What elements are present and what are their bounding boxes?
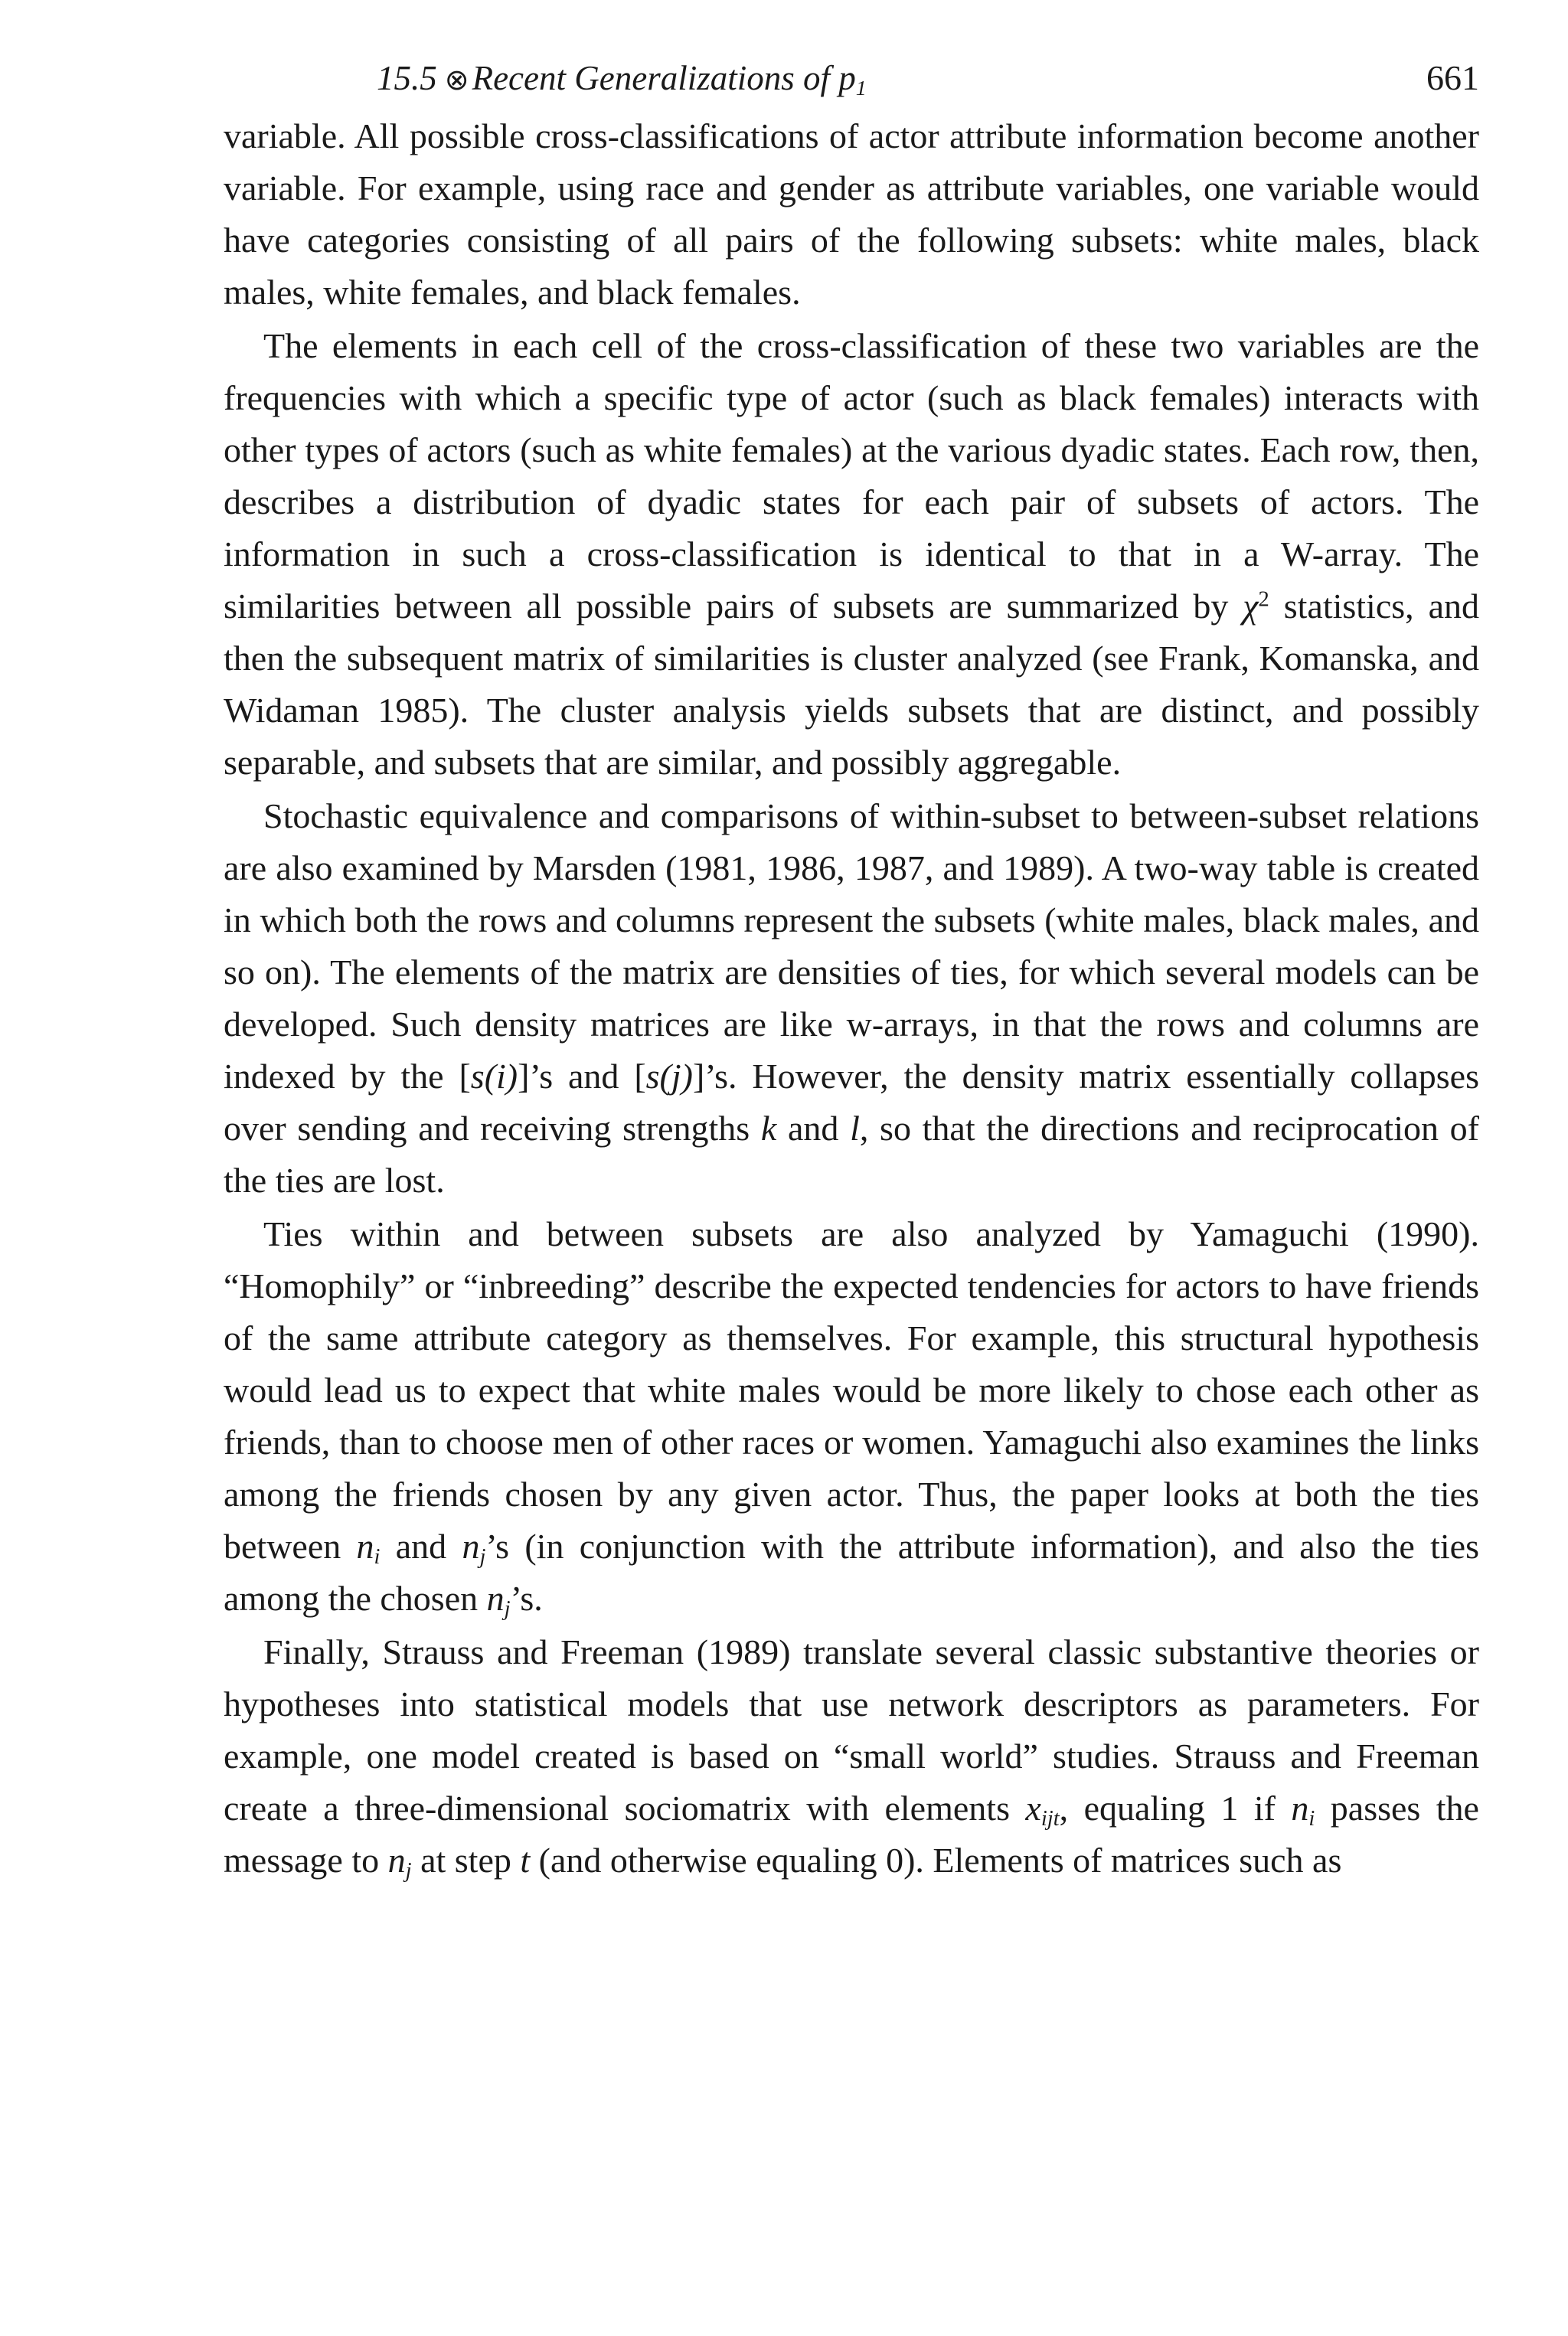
chi-exponent: 2 <box>1258 587 1269 612</box>
paragraph-5-text-a: Finally, Strauss and Freeman (1989) translate several classic substantive theories or hypotheses into statistical models that use network descriptors as parameters. For example, one model created is based on “small world” studies. Strauss and Freeman create a three-dimensional sociomatrix with elements <box>224 1632 1479 1828</box>
paragraph-3 <box>224 790 1479 1207</box>
n-j-subscript: j <box>479 1545 486 1570</box>
n-j-subscript-p5: j <box>405 1859 412 1884</box>
paragraph-5-text-b: , equaling 1 if <box>1059 1789 1292 1828</box>
paragraph-4-text-c: ’s (in conjunction with the attribute information), and also the ties among the chosen <box>224 1527 1479 1618</box>
running-head <box>224 46 1479 110</box>
paragraph-5 <box>224 1626 1479 1887</box>
paragraph-4-text-b: and <box>380 1527 462 1566</box>
paragraph-3-text-c: ]’s. However, the density matrix essentially collapses over sending and receiving strengths <box>224 1057 1479 1148</box>
n-i-symbol-p5: n <box>1291 1789 1309 1828</box>
otimes-symbol: ⊗ <box>444 63 469 96</box>
book-page <box>224 46 1479 1887</box>
p-subscript: 1 <box>855 76 867 100</box>
paragraph-2-text-a: The elements in each cell of the cross-classification of these two variables are the frequencies with which a specific type of actor (such as black females) interacts with other types of actors (such as white females) at the various dyadic states. Each row, then, describes a distribution of dyadic states for each pair of subsets of actors. The information in such a cross-classification is identical to that in a W-array. The similarities between all possible pairs of subsets are summarized by <box>224 326 1479 626</box>
running-title <box>377 46 867 112</box>
x-symbol: x <box>1025 1789 1041 1828</box>
paragraph-5-text-d: at step <box>411 1841 521 1880</box>
n-i-subscript-p5: i <box>1308 1807 1315 1831</box>
paragraph-3-text-a: Stochastic equivalence and comparisons of within-subset to between-subset relations are also examined by Marsden (1981, 1986, 1987, and 1989). A two-way table is created in which both the rows and columns represent the subsets (white males, black males, and so on). The elements of the matrix are densities of ties, for which several models can be developed. Such density matrices are like w-arrays, in that the rows and columns are indexed by the [ <box>224 796 1479 1096</box>
paragraph-2 <box>224 320 1479 789</box>
paragraph-1-text: variable. All possible cross-classifications of actor attribute information become another variable. For example, using race and gender as attribute variables, one variable would have categories consisting of all pairs of the following subsets: white males, black males, white females, and black females. <box>224 116 1479 312</box>
paragraph-3-text-d: and <box>776 1109 851 1148</box>
n-j-symbol: n <box>462 1527 480 1566</box>
paragraph-5-text-c: passes the message to <box>224 1789 1479 1880</box>
page-number: 661 <box>1426 58 1479 97</box>
n-j-subscript-2: j <box>504 1597 511 1622</box>
paragraph-1 <box>224 110 1479 319</box>
chi-symbol: χ <box>1243 586 1259 626</box>
p-symbol: p <box>838 59 856 97</box>
n-i-subscript: i <box>374 1545 381 1570</box>
n-j-symbol-2: n <box>486 1579 505 1618</box>
paragraph-4-text-a: Ties within and between subsets are also analyzed by Yamaguchi (1990). “Homophily” or “inbreeding” describe the expected tendencies for actors to have friends of the same attribute category as themselves. For example, this structural hypothesis would lead us to expect that white males would be more likely to chose each other as friends, than to choose men of other races or women. Yamaguchi also examines the links among the friends chosen by any given actor. Thus, the paper looks at both the ties between <box>224 1214 1479 1566</box>
paragraph-2-text-b: statistics, and then the subsequent matrix of similarities is cluster analyzed (see Frank, Komanska, and Widaman 1985). The cluster analysis yields subsets that are distinct, and possibly separable, and subsets that are similar, and possibly aggregable. <box>224 586 1480 782</box>
paragraph-4-text-d: ’s. <box>510 1579 543 1618</box>
paragraph-5-text-e: (and otherwise equaling 0). Elements of matrices such as <box>530 1841 1342 1880</box>
section-number: 15.5 <box>377 59 437 97</box>
k-symbol: k <box>760 1109 777 1148</box>
s-i-expression: s(i) <box>470 1057 518 1096</box>
t-symbol: t <box>520 1841 531 1880</box>
body-text <box>224 110 1479 1887</box>
paragraph-3-text-e: , so that the directions and reciprocation of the ties are lost. <box>224 1109 1479 1200</box>
n-i-symbol: n <box>356 1527 374 1566</box>
x-subscript: ijt <box>1040 1807 1060 1831</box>
paragraph-4 <box>224 1208 1479 1625</box>
n-j-symbol-p5: n <box>387 1841 406 1880</box>
paragraph-3-text-b: ]’s and [ <box>518 1057 646 1096</box>
s-j-expression: s(j) <box>645 1057 693 1096</box>
l-symbol: l <box>850 1109 860 1148</box>
section-title: Recent Generalizations of <box>472 59 830 97</box>
